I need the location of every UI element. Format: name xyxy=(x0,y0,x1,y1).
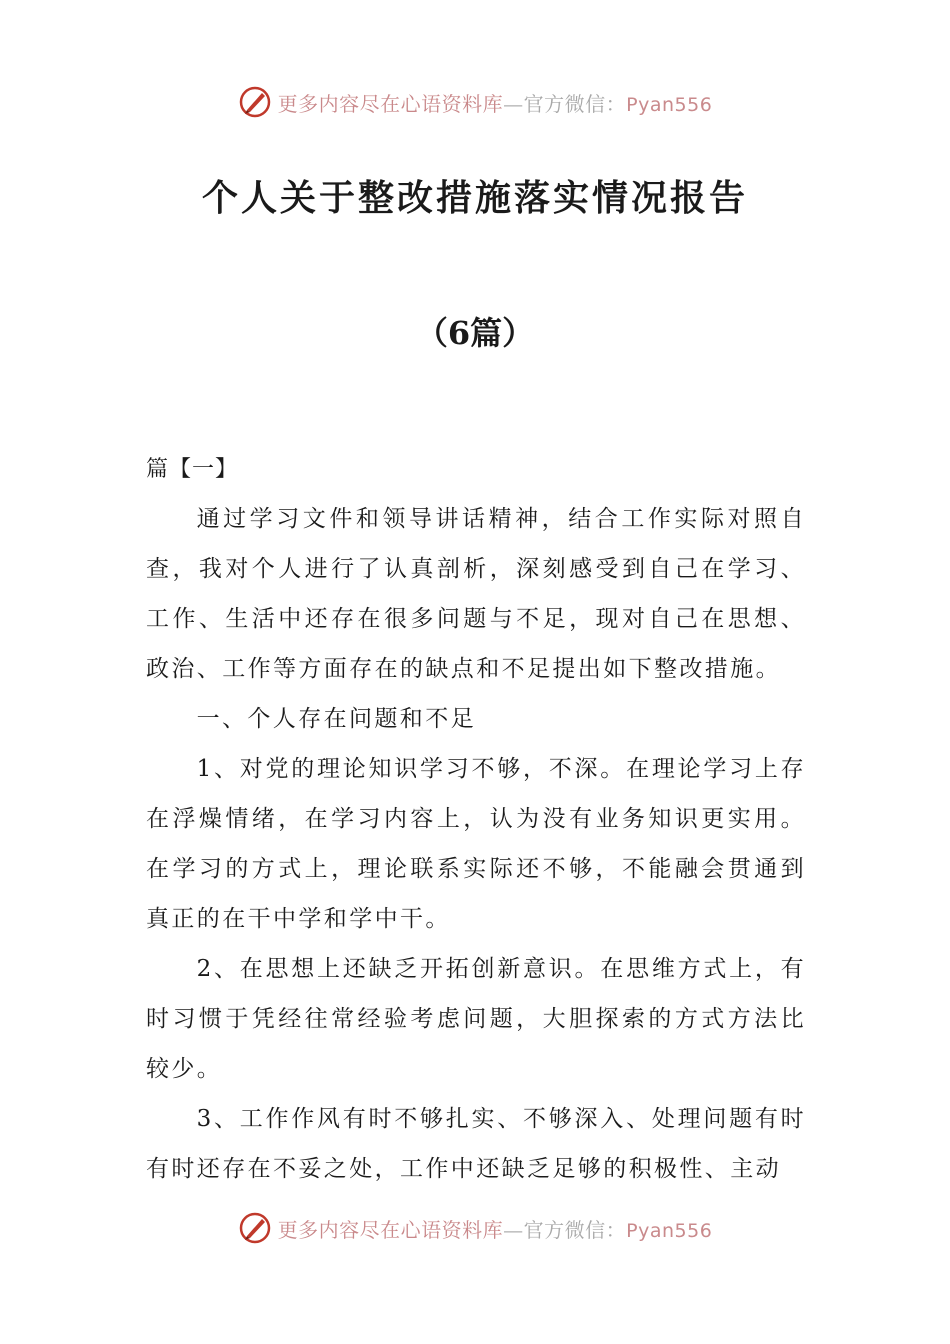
document-body xyxy=(146,494,806,1194)
watermark-banner-bottom xyxy=(0,1208,950,1248)
watermark-wechat-id: Pyan556 xyxy=(626,1219,713,1242)
paragraph-heading-problems: 一、个人存在问题和不足 xyxy=(196,706,476,732)
watermark-text xyxy=(278,1214,713,1243)
pen-quill-logo-icon xyxy=(238,1211,272,1245)
watermark-label: 官方微信： xyxy=(523,1217,627,1242)
document-subtitle: （6篇） xyxy=(415,314,535,352)
watermark-text xyxy=(278,88,713,117)
paragraph-item-2: 2、在思想上还缺乏开拓创新意识。在思维方式上，有时习惯于凭经往常经验考虑问题，大胆探索的方式方法比较少。 xyxy=(146,956,806,1082)
watermark-wechat-id: Pyan556 xyxy=(626,93,713,116)
section-heading: 篇【一】 xyxy=(146,457,239,482)
watermark-banner-top xyxy=(0,82,950,122)
watermark-label: 官方微信： xyxy=(523,91,627,116)
paragraph-item-3: 3、工作作风有时不够扎实、不够深入、处理问题有时有时还存在不妥之处，工作中还缺乏足够的积极性、主动 xyxy=(146,1106,806,1182)
document-title: 个人关于整改措施落实情况报告 xyxy=(201,177,748,219)
watermark-separator: — xyxy=(503,91,524,116)
pen-quill-logo-icon xyxy=(238,85,272,119)
paragraph-item-1: 1、对党的理论知识学习不够，不深。在理论学习上存在浮燥情绪，在学习内容上，认为没有业务知识更实用。在学习的方式上，理论联系实际还不够，不能融会贯通到真正的在干中学和学中干。 xyxy=(146,756,806,932)
watermark-separator: — xyxy=(503,1217,524,1242)
watermark-brand: 更多内容尽在心语资料库 xyxy=(277,1217,504,1242)
watermark-brand: 更多内容尽在心语资料库 xyxy=(277,91,504,116)
paragraph-intro: 通过学习文件和领导讲话精神，结合工作实际对照自查，我对个人进行了认真剖析，深刻感受到自己在学习、工作、生活中还存在很多问题与不足，现对自己在思想、政治、工作等方面存在的缺点和不足提出如下整改措施。 xyxy=(146,506,806,682)
